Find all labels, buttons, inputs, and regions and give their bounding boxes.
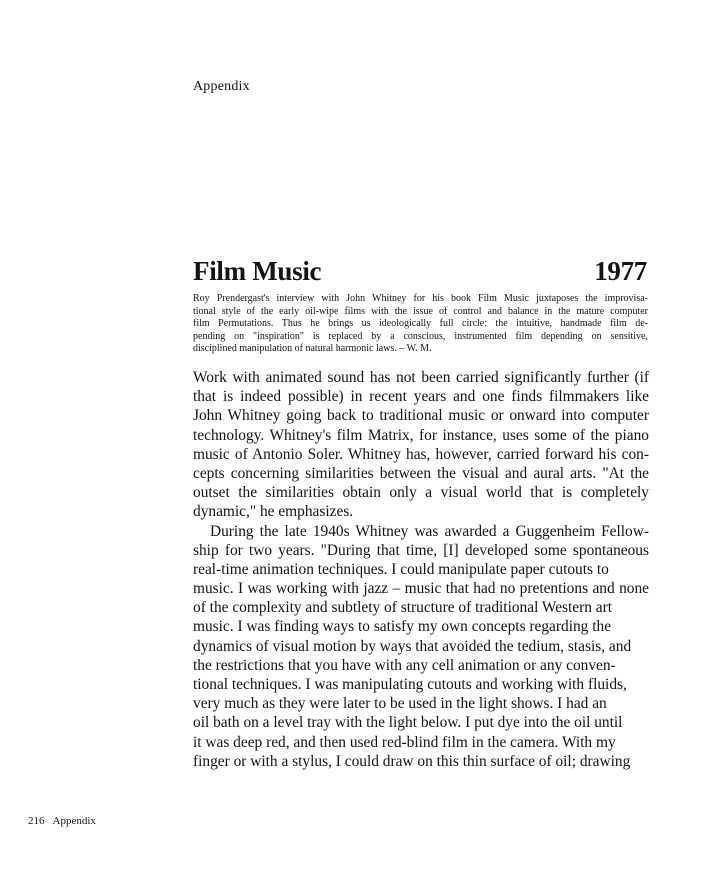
body-line: Work with animated sound has not been carried significantly further (if bbox=[193, 369, 649, 386]
body-line: music of Antonio Soler. Whitney has, however, carried forward his con- bbox=[193, 445, 649, 463]
body-line: dynamics of visual motion by ways that avoided the tedium, stasis, and bbox=[193, 637, 632, 655]
running-header: Appendix bbox=[193, 79, 250, 94]
article-body bbox=[193, 368, 649, 771]
body-line: technology. Whitney's film Matrix, for instance, uses some of the piano bbox=[193, 426, 649, 444]
body-line: very much as they were later to be used in the light shows. I had an bbox=[193, 695, 607, 713]
title-row bbox=[193, 256, 647, 290]
body-line: During the late 1940s Whitney was awarded a Guggenheim Fellow- bbox=[210, 522, 649, 540]
body-line: of the complexity and subtlety of structure of traditional Western art bbox=[193, 599, 613, 617]
body-line: finger or with a stylus, I could draw on this thin surface of oil; drawing bbox=[193, 752, 631, 770]
body-line: cepts concerning similarities between the visual and aural arts. "At the bbox=[193, 464, 649, 482]
intro-line: disciplined manipulation of natural harmonic laws. – W. M. bbox=[193, 343, 432, 354]
intro-line: Roy Prendergast's interview with John Whitney for his book Film Music juxtaposes the improvisa- bbox=[193, 293, 648, 304]
page-footer bbox=[28, 815, 96, 827]
body-line: ship for two years. "During that time, [I] developed some spontaneous bbox=[193, 541, 649, 559]
body-line: tional techniques. I was manipulating cutouts and working with fluids, bbox=[193, 676, 627, 693]
body-line: that is indeed possible) in recent years and one finds filmmakers like bbox=[193, 388, 649, 406]
footer-section: Appendix bbox=[52, 815, 96, 827]
body-line: real-time animation techniques. I could manipulate paper cutouts to bbox=[193, 560, 609, 578]
body-line: John Whitney going back to traditional music or onward into computer bbox=[193, 407, 649, 425]
article-title: Film Music bbox=[193, 256, 322, 286]
body-line: the restrictions that you have with any cell animation or any conven- bbox=[193, 656, 616, 674]
intro-line: film Permutations. Thus he brings us ideologically full circle: the intuitive, handmade film de- bbox=[193, 318, 648, 329]
body-line: dynamic," he emphasizes. bbox=[193, 503, 354, 521]
intro-line: pending on "inspiration" is replaced by a conscious, instrumented film depending on sensitive, bbox=[193, 330, 648, 342]
body-line: music. I was working with jazz – music that had no pretentions and none bbox=[193, 580, 649, 598]
body-line: music. I was finding ways to satisfy my own concepts regarding the bbox=[193, 618, 612, 636]
page-number: 216 bbox=[28, 815, 45, 827]
body-line: it was deep red, and then used red-blind film in the camera. With my bbox=[193, 733, 616, 751]
article-year: 1977 bbox=[594, 256, 647, 286]
body-line: outset the similarities obtain only a visual world that is completely bbox=[193, 484, 649, 502]
editor-intro bbox=[193, 293, 648, 356]
body-line: oil bath on a level tray with the light below. I put dye into the oil until bbox=[193, 714, 623, 732]
intro-line: tional style of the early oil-wipe films with the issue of control and balance in the mature computer bbox=[193, 305, 648, 317]
